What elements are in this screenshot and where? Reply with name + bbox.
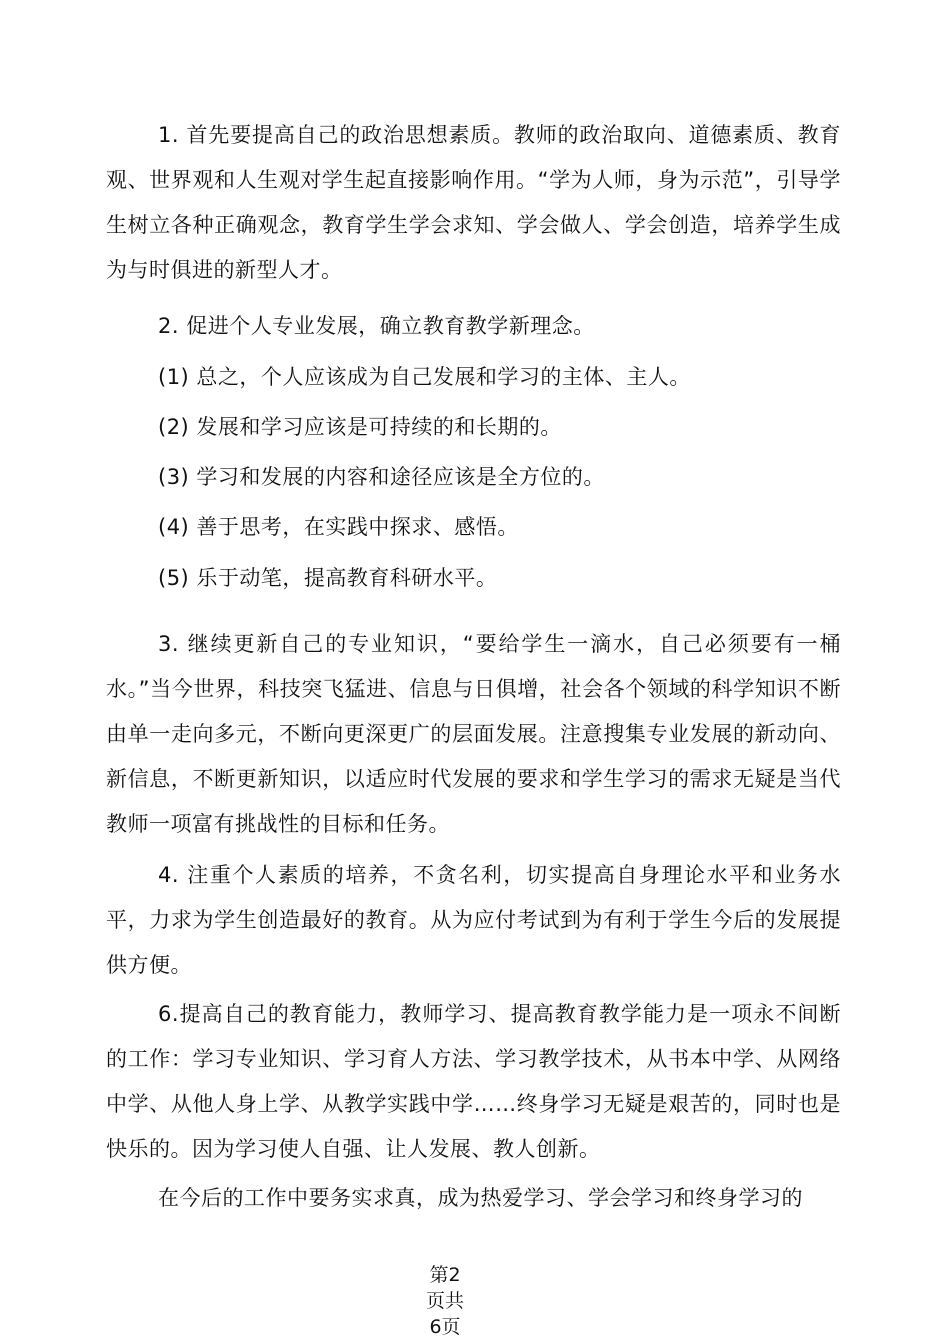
page-number-footer: [405, 1262, 485, 1340]
paragraph-6: 6.提高自己的教育能力，教师学习、提高教育教学能力是一项永不间断的工作：学习专业知识、学习育人方法、学习教学技术，从书本中学、从网络中学、从他人身上学、从教学实践中学……终身学习无疑是艰苦的，同时也是快乐的。因为学习使人自强、让人发展、教人创新。: [106, 1002, 841, 1161]
footer-line-2: 页共: [425, 1290, 464, 1312]
footer-line-1: 第2: [429, 1264, 461, 1286]
list-item-2: (2) 发展和学习应该是可持续的和长期的。: [158, 415, 562, 439]
paragraph-7: 在今后的工作中要务实求真，成为热爱学习、学会学习和终身学习的: [158, 1186, 803, 1210]
list-item-3: (3) 学习和发展的内容和途径应该是全方位的。: [158, 465, 605, 489]
paragraph-1: 1. 首先要提高自己的政治思想素质。教师的政治取向、道德素质、教育观、世界观和人生观对学生起直接影响作用。“学为人师，身为示范”，引导学生树立各种正确观念，教育学生学会求知、学会做人、学会创造，培养学生成为与时俱进的新型人才。: [106, 123, 841, 282]
paragraph-4: 4. 注重个人素质的培养，不贪名利，切实提高自身理论水平和业务水平，力求为学生创造最好的教育。从为应付考试到为有利于学生今后的发展提供方便。: [106, 863, 841, 977]
paragraph-2: 2. 促进个人专业发展，确立教育教学新理念。: [158, 314, 595, 338]
list-item-4: (4) 善于思考，在实践中探求、感悟。: [158, 515, 519, 539]
list-item-5: (5) 乐于动笔，提高教育科研水平。: [158, 566, 498, 590]
paragraph-3: 3. 继续更新自己的专业知识，“要给学生一滴水，自己必须要有一桶水。”当今世界，科技突飞猛进、信息与日俱增，社会各个领域的科学知识不断由单一走向多元，不断向更深更广的层面发展。注意搜集专业发展的新动向、新信息，不断更新知识，以适应时代发展的要求和学生学习的需求无疑是当代教师一项富有挑战性的目标和任务。: [106, 632, 841, 836]
footer-line-3: 6页: [429, 1316, 461, 1338]
list-item-1: (1) 总之，个人应该成为自己发展和学习的主体、主人。: [158, 365, 691, 389]
